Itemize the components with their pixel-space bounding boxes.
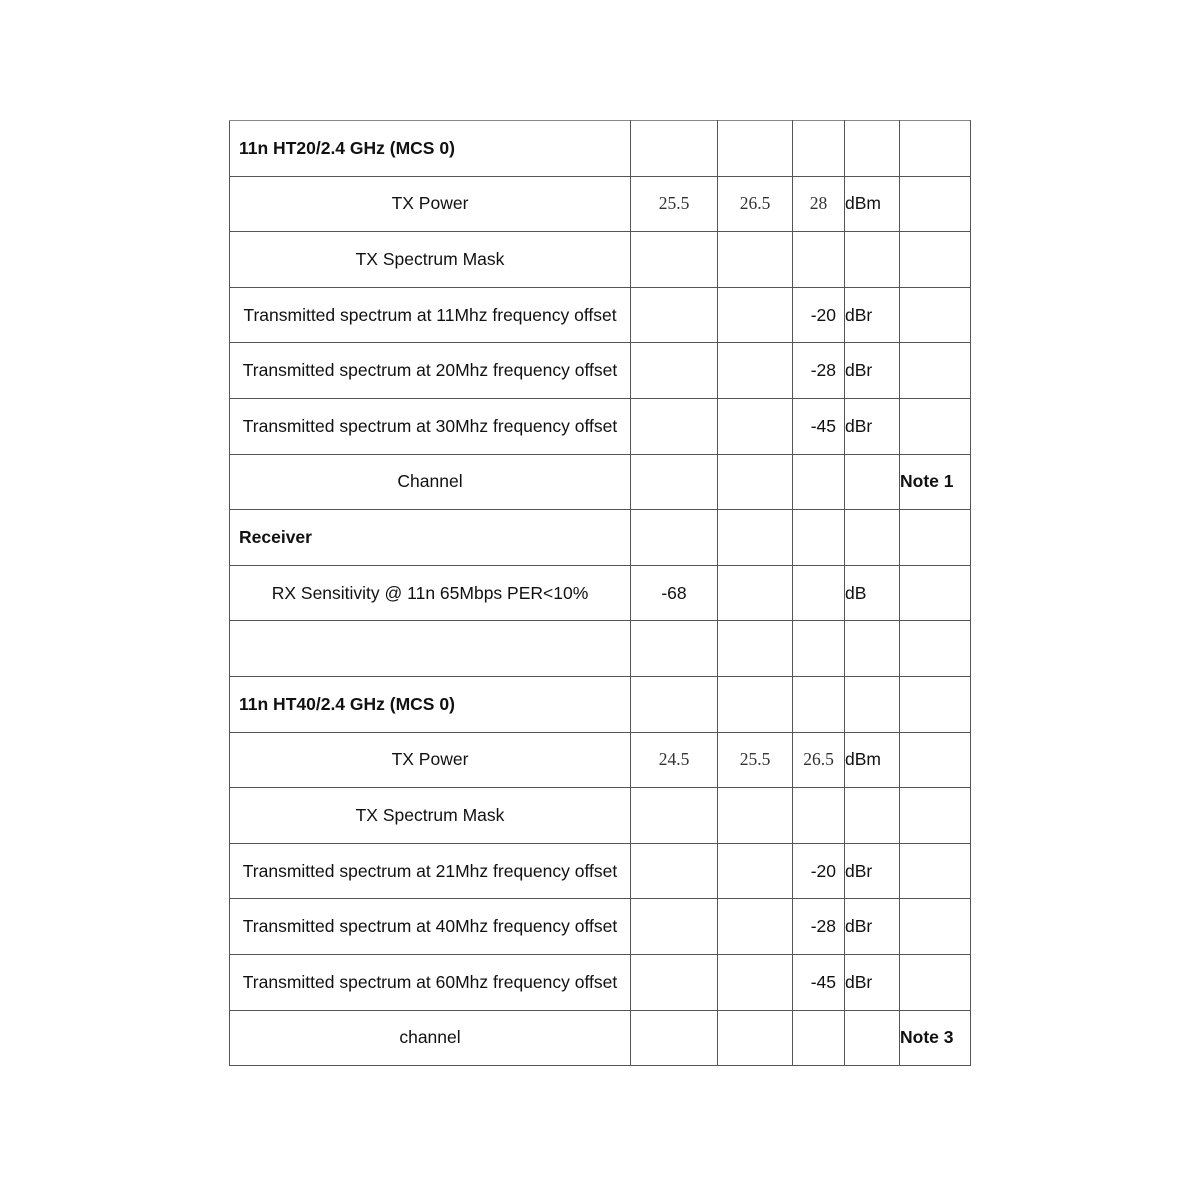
max-cell: -28 xyxy=(793,343,845,399)
max-cell xyxy=(793,121,845,177)
unit-cell: dB xyxy=(845,565,900,621)
typ-cell xyxy=(718,565,793,621)
typ-cell xyxy=(718,287,793,343)
param-cell: Transmitted spectrum at 40Mhz frequency offset xyxy=(230,899,631,955)
table-row xyxy=(230,121,971,177)
note-cell xyxy=(900,788,971,844)
max-cell: 26.5 xyxy=(793,732,845,788)
param-cell: Transmitted spectrum at 30Mhz frequency offset xyxy=(230,398,631,454)
note-cell: Note 3 xyxy=(900,1010,971,1066)
typ-cell xyxy=(718,343,793,399)
param-cell: RX Sensitivity @ 11n 65Mbps PER<10% xyxy=(230,565,631,621)
table-row xyxy=(230,621,971,677)
unit-cell: dBr xyxy=(845,398,900,454)
note-cell xyxy=(900,343,971,399)
typ-cell xyxy=(718,121,793,177)
unit-cell xyxy=(845,510,900,566)
table-row xyxy=(230,954,971,1010)
max-cell: -45 xyxy=(793,954,845,1010)
param-cell: Transmitted spectrum at 21Mhz frequency offset xyxy=(230,843,631,899)
max-cell xyxy=(793,454,845,510)
param-cell: Receiver xyxy=(230,510,631,566)
unit-cell: dBr xyxy=(845,343,900,399)
unit-cell xyxy=(845,121,900,177)
table-row xyxy=(230,843,971,899)
param-cell: TX Power xyxy=(230,176,631,232)
note-cell xyxy=(900,565,971,621)
unit-cell xyxy=(845,232,900,288)
note-cell xyxy=(900,398,971,454)
note-cell xyxy=(900,232,971,288)
max-cell xyxy=(793,510,845,566)
spec-table-body xyxy=(230,121,971,1066)
note-cell xyxy=(900,510,971,566)
max-cell xyxy=(793,788,845,844)
max-cell xyxy=(793,676,845,732)
table-row xyxy=(230,398,971,454)
table-row xyxy=(230,899,971,955)
min-cell xyxy=(631,287,718,343)
note-cell xyxy=(900,121,971,177)
typ-cell xyxy=(718,954,793,1010)
note-cell xyxy=(900,287,971,343)
table-row xyxy=(230,176,971,232)
unit-cell xyxy=(845,676,900,732)
max-cell: 28 xyxy=(793,176,845,232)
unit-cell: dBr xyxy=(845,899,900,955)
unit-cell: dBm xyxy=(845,732,900,788)
typ-cell: 26.5 xyxy=(718,176,793,232)
table-row xyxy=(230,510,971,566)
min-cell xyxy=(631,398,718,454)
note-cell xyxy=(900,732,971,788)
max-cell xyxy=(793,565,845,621)
param-cell: channel xyxy=(230,1010,631,1066)
table-row xyxy=(230,676,971,732)
min-cell xyxy=(631,899,718,955)
min-cell xyxy=(631,510,718,566)
table-row xyxy=(230,732,971,788)
typ-cell xyxy=(718,510,793,566)
table-row xyxy=(230,1010,971,1066)
param-cell: TX Power xyxy=(230,732,631,788)
unit-cell xyxy=(845,1010,900,1066)
min-cell xyxy=(631,788,718,844)
param-cell: 11n HT20/2.4 GHz (MCS 0) xyxy=(230,121,631,177)
min-cell xyxy=(631,1010,718,1066)
note-cell xyxy=(900,954,971,1010)
min-cell xyxy=(631,954,718,1010)
table-row xyxy=(230,343,971,399)
note-cell xyxy=(900,843,971,899)
min-cell xyxy=(631,343,718,399)
min-cell: 24.5 xyxy=(631,732,718,788)
typ-cell xyxy=(718,843,793,899)
param-cell: Transmitted spectrum at 11Mhz frequency offset xyxy=(230,287,631,343)
param-cell: Transmitted spectrum at 60Mhz frequency offset xyxy=(230,954,631,1010)
min-cell xyxy=(631,843,718,899)
typ-cell xyxy=(718,232,793,288)
table-row xyxy=(230,454,971,510)
param-cell: TX Spectrum Mask xyxy=(230,788,631,844)
unit-cell: dBm xyxy=(845,176,900,232)
note-cell xyxy=(900,676,971,732)
max-cell: -20 xyxy=(793,287,845,343)
typ-cell xyxy=(718,1010,793,1066)
unit-cell: dBr xyxy=(845,954,900,1010)
table-row xyxy=(230,287,971,343)
typ-cell xyxy=(718,621,793,677)
typ-cell xyxy=(718,788,793,844)
min-cell: -68 xyxy=(631,565,718,621)
max-cell: -45 xyxy=(793,398,845,454)
param-cell: Transmitted spectrum at 20Mhz frequency offset xyxy=(230,343,631,399)
max-cell xyxy=(793,1010,845,1066)
min-cell xyxy=(631,621,718,677)
typ-cell: 25.5 xyxy=(718,732,793,788)
param-cell: TX Spectrum Mask xyxy=(230,232,631,288)
table-row xyxy=(230,788,971,844)
unit-cell: dBr xyxy=(845,843,900,899)
min-cell: 25.5 xyxy=(631,176,718,232)
typ-cell xyxy=(718,398,793,454)
max-cell xyxy=(793,232,845,288)
unit-cell: dBr xyxy=(845,287,900,343)
param-cell xyxy=(230,621,631,677)
table-row xyxy=(230,232,971,288)
param-cell: Channel xyxy=(230,454,631,510)
note-cell: Note 1 xyxy=(900,454,971,510)
unit-cell xyxy=(845,621,900,677)
unit-cell xyxy=(845,788,900,844)
max-cell: -28 xyxy=(793,899,845,955)
unit-cell xyxy=(845,454,900,510)
note-cell xyxy=(900,899,971,955)
min-cell xyxy=(631,454,718,510)
typ-cell xyxy=(718,899,793,955)
table-row xyxy=(230,565,971,621)
typ-cell xyxy=(718,454,793,510)
note-cell xyxy=(900,621,971,677)
max-cell xyxy=(793,621,845,677)
param-cell: 11n HT40/2.4 GHz (MCS 0) xyxy=(230,676,631,732)
spec-table xyxy=(229,120,971,1066)
max-cell: -20 xyxy=(793,843,845,899)
min-cell xyxy=(631,232,718,288)
note-cell xyxy=(900,176,971,232)
min-cell xyxy=(631,121,718,177)
typ-cell xyxy=(718,676,793,732)
min-cell xyxy=(631,676,718,732)
